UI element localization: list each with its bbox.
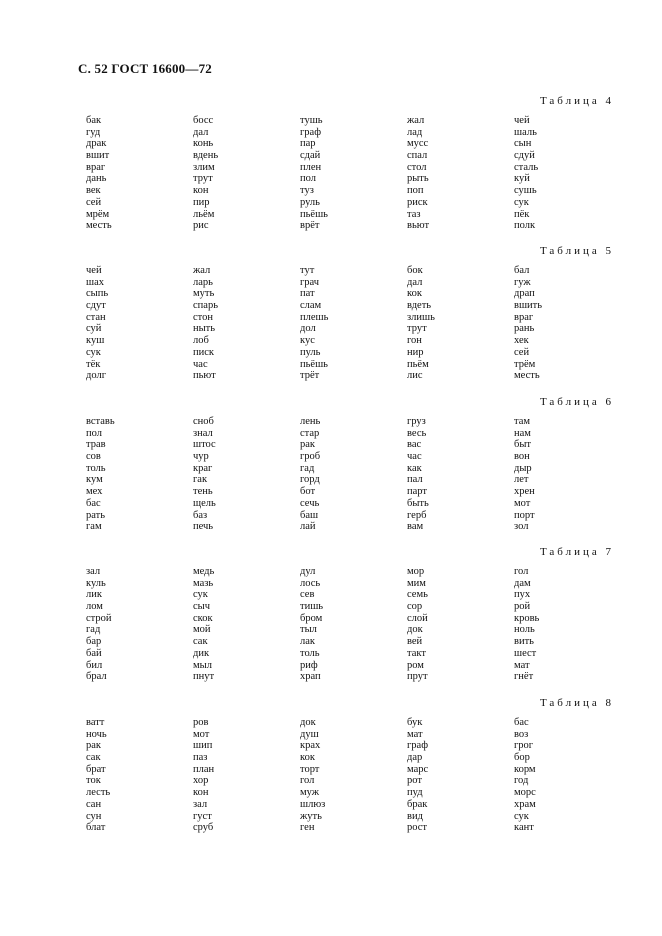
word-cell: вей (407, 636, 423, 648)
word-cell: трёт (300, 370, 320, 382)
word-cell: гол (514, 566, 529, 577)
word-cell: пьём (407, 358, 429, 370)
word-cell: рис (193, 220, 209, 232)
word-cell: пуд (407, 787, 423, 799)
word-cell: медь (193, 566, 215, 577)
word-cell: поп (407, 185, 424, 197)
word-cell: пёк (514, 208, 530, 220)
word-cell: стан (86, 311, 106, 323)
word-cell: парт (407, 486, 427, 498)
word-cell: бил (86, 659, 103, 671)
word-cell: густ (193, 810, 212, 822)
word-cell: стон (193, 311, 213, 323)
word-cell: сук (86, 346, 101, 358)
word-cell: враг (514, 311, 534, 323)
word-cell: бал (514, 265, 530, 276)
table-title: Таблица 4 (539, 95, 614, 107)
word-cell: лом (86, 601, 103, 613)
word-cell: тушь (300, 115, 323, 126)
word-cell: пнут (193, 671, 215, 683)
word-cell: бас (514, 717, 529, 728)
word-cell: ватт (86, 717, 105, 728)
word-cell: таз (407, 208, 421, 220)
word-cell: дам (514, 577, 531, 589)
word-cell: штос (193, 439, 216, 451)
word-cell: трём (514, 358, 536, 370)
word-cell: гам (86, 521, 102, 533)
word-cell: дик (193, 647, 210, 659)
word-cell: тыл (300, 624, 317, 636)
word-cell: хрен (514, 486, 535, 498)
word-cell: трут (407, 323, 427, 335)
word-cell: шаль (514, 126, 537, 138)
word-cell: сдут (86, 300, 106, 312)
word-cell: врёт (300, 220, 320, 232)
word-cell: вон (514, 451, 530, 463)
word-cell: план (193, 763, 215, 775)
word-cell: мой (193, 624, 211, 636)
word-cell: писк (193, 346, 214, 358)
word-cell: брат (86, 763, 106, 775)
word-cell: дол (300, 323, 316, 335)
word-cell: скок (193, 612, 213, 624)
word-cell: щель (193, 497, 216, 509)
word-cell: пьют (193, 370, 216, 382)
word-cell: кус (300, 335, 315, 347)
word-cell: вшит (86, 150, 110, 162)
word-cell: сечь (300, 497, 320, 509)
word-cell: сак (193, 636, 208, 648)
word-cell: печь (193, 521, 214, 533)
word-cell: конь (193, 138, 214, 150)
word-cell: как (407, 462, 422, 474)
word-cell: нир (407, 346, 424, 358)
word-cell: гад (86, 624, 101, 636)
word-cell: чей (86, 265, 102, 276)
word-grid (86, 416, 626, 534)
word-cell: сор (407, 601, 423, 613)
word-cell: злим (193, 161, 215, 173)
word-cell: мор (407, 566, 425, 577)
word-cell: туз (300, 185, 314, 197)
word-grid (86, 566, 626, 684)
word-cell: бук (407, 717, 423, 728)
word-cell: ров (193, 717, 209, 728)
word-cell: лай (300, 521, 316, 533)
word-cell: лак (300, 636, 316, 648)
word-cell: вдеть (407, 300, 432, 312)
word-cell: рост (407, 822, 428, 834)
word-cell: паз (193, 752, 208, 764)
word-cell: нам (514, 427, 531, 439)
word-cell: кон (193, 787, 209, 799)
word-cell: сруб (193, 822, 214, 834)
word-cell: рак (86, 740, 102, 752)
word-cell: сыч (193, 601, 210, 613)
word-cell: сун (86, 810, 102, 822)
word-cell: мот (514, 497, 531, 509)
word-cell: сдуй (514, 150, 535, 162)
word-cell: бок (407, 265, 423, 276)
word-cell: торт (300, 763, 320, 775)
word-cell: гроб (300, 451, 321, 463)
word-cell: лесть (86, 787, 111, 799)
word-cell: прут (407, 671, 428, 683)
word-cell: сей (86, 196, 102, 208)
word-cell: бром (300, 612, 323, 624)
word-cell: тишь (300, 601, 324, 613)
word-cell: муж (300, 787, 320, 799)
word-cell: мим (407, 577, 426, 589)
word-cell: кок (300, 752, 315, 764)
word-cell: злишь (407, 311, 435, 323)
word-cell: плешь (300, 311, 329, 323)
word-cell: рать (86, 509, 106, 521)
word-cell: стол (407, 161, 427, 173)
word-cell: месть (86, 220, 112, 232)
word-cell: куш (86, 335, 105, 347)
word-cell: мех (86, 486, 103, 498)
word-cell: дал (193, 126, 209, 138)
word-cell: гуж (514, 276, 531, 288)
word-cell: гнёт (514, 671, 534, 683)
table-title: Таблица 8 (539, 697, 614, 709)
word-cell: мат (514, 659, 530, 671)
word-cell: жал (407, 115, 425, 126)
word-cell: ген (300, 822, 315, 834)
word-cell: лис (407, 370, 423, 382)
word-cell: спарь (193, 300, 218, 312)
word-cell: сдай (300, 150, 321, 162)
table-title: Таблица 7 (539, 546, 614, 558)
word-grid (86, 115, 626, 233)
word-cell: драп (514, 288, 535, 300)
word-cell: ноль (514, 624, 535, 636)
word-cell: кум (86, 474, 103, 486)
word-cell: льём (193, 208, 215, 220)
word-cell: кант (514, 822, 534, 834)
word-cell: мыл (193, 659, 212, 671)
word-cell: лет (514, 474, 529, 486)
word-cell: шест (514, 647, 537, 659)
word-cell: жал (193, 265, 211, 276)
word-cell: зол (514, 521, 529, 533)
word-cell: граф (407, 740, 429, 752)
word-cell: сев (300, 589, 315, 601)
word-cell: бак (86, 115, 102, 126)
word-cell: сушь (514, 185, 537, 197)
word-cell: храп (300, 671, 321, 683)
word-cell: вить (514, 636, 534, 648)
word-cell: хек (514, 335, 529, 347)
word-cell: пьёшь (300, 208, 328, 220)
word-cell: пух (514, 589, 531, 601)
word-cell: лось (300, 577, 321, 589)
word-cell: чур (193, 451, 209, 463)
word-cell: сук (193, 589, 208, 601)
word-cell: граф (300, 126, 322, 138)
word-cell: гад (300, 462, 315, 474)
word-cell: ночь (86, 728, 107, 740)
word-cell: знал (193, 427, 213, 439)
word-cell: пар (300, 138, 316, 150)
word-cell: дыр (514, 462, 532, 474)
word-cell: час (193, 358, 208, 370)
word-cell: док (407, 624, 423, 636)
word-cell: сук (514, 196, 529, 208)
word-cell: рыть (407, 173, 429, 185)
word-cell: там (514, 416, 531, 427)
word-cell: дань (86, 173, 107, 185)
word-cell: гуд (86, 126, 101, 138)
word-cell: грог (514, 740, 534, 752)
word-cell: зал (193, 798, 208, 810)
word-cell: бор (514, 752, 530, 764)
word-cell: быт (514, 439, 531, 451)
word-cell: сын (514, 138, 532, 150)
word-cell: сак (86, 752, 101, 764)
word-cell: марс (407, 763, 429, 775)
word-cell: краг (193, 462, 213, 474)
word-cell: шлюз (300, 798, 326, 810)
word-cell: бай (86, 647, 102, 659)
word-cell: семь (407, 589, 428, 601)
word-cell: блат (86, 822, 106, 834)
word-cell: порт (514, 509, 535, 521)
word-cell: ларь (193, 276, 213, 288)
word-cell: тень (193, 486, 213, 498)
word-cell: куй (514, 173, 530, 185)
word-cell: сыпь (86, 288, 109, 300)
word-cell: вшить (514, 300, 543, 312)
word-cell: мусс (407, 138, 429, 150)
word-cell: грач (300, 276, 320, 288)
word-cell: жуть (300, 810, 322, 822)
word-cell: лень (300, 416, 321, 427)
word-cell: шип (193, 740, 213, 752)
word-cell: сноб (193, 416, 214, 427)
word-cell: лоб (193, 335, 209, 347)
word-cell: дар (407, 752, 423, 764)
word-cell: тёк (86, 358, 101, 370)
word-cell: муть (193, 288, 215, 300)
word-cell: такт (407, 647, 426, 659)
word-cell: мат (407, 728, 423, 740)
word-cell: трав (86, 439, 106, 451)
word-cell: риск (407, 196, 428, 208)
word-cell: слой (407, 612, 428, 624)
word-cell: гон (407, 335, 422, 347)
page-header: С. 52 ГОСТ 16600—72 (78, 61, 212, 76)
word-cell: сей (514, 346, 530, 358)
word-cell: толь (86, 462, 106, 474)
word-cell: плен (300, 161, 322, 173)
word-cell: суй (86, 323, 102, 335)
word-cell: месть (514, 370, 540, 382)
word-cell: враг (86, 161, 106, 173)
word-cell: вас (407, 439, 422, 451)
word-grid (86, 717, 626, 835)
word-cell: рань (514, 323, 535, 335)
word-cell: сталь (514, 161, 539, 173)
word-cell: час (407, 451, 422, 463)
word-cell: риф (300, 659, 318, 671)
word-cell: бас (86, 497, 101, 509)
word-cell: босс (193, 115, 214, 126)
word-cell: ток (86, 775, 101, 787)
word-cell: бот (300, 486, 316, 498)
word-cell: морс (514, 787, 536, 799)
word-cell: гак (193, 474, 208, 486)
word-cell: корм (514, 763, 536, 775)
word-cell: горд (300, 474, 320, 486)
word-cell: зал (86, 566, 101, 577)
table-title: Таблица 6 (539, 396, 614, 408)
word-cell: воз (514, 728, 529, 740)
word-cell: гол (300, 775, 315, 787)
word-cell: шах (86, 276, 104, 288)
word-cell: пуль (300, 346, 321, 358)
word-cell: хор (193, 775, 209, 787)
word-cell: крах (300, 740, 321, 752)
word-cell: пьёшь (300, 358, 328, 370)
word-cell: весь (407, 427, 427, 439)
word-cell: рак (300, 439, 316, 451)
word-cell: слам (300, 300, 322, 312)
word-cell: дал (407, 276, 423, 288)
word-cell: стар (300, 427, 320, 439)
word-cell: ром (407, 659, 424, 671)
table-title: Таблица 5 (539, 245, 614, 257)
word-cell: лад (407, 126, 423, 138)
word-cell: кровь (514, 612, 540, 624)
word-cell: пир (193, 196, 210, 208)
word-cell: вдень (193, 150, 219, 162)
word-cell: вид (407, 810, 423, 822)
word-cell: лик (86, 589, 102, 601)
word-cell: бар (86, 636, 102, 648)
word-cell: чей (514, 115, 530, 126)
word-cell: рот (407, 775, 422, 787)
word-cell: храм (514, 798, 536, 810)
word-cell: мазь (193, 577, 214, 589)
word-cell: душ (300, 728, 319, 740)
word-cell: руль (300, 196, 320, 208)
word-cell: сан (86, 798, 102, 810)
word-cell: брал (86, 671, 107, 683)
word-cell: толь (300, 647, 320, 659)
word-cell: куль (86, 577, 106, 589)
word-cell: груз (407, 416, 426, 427)
word-cell: рой (514, 601, 531, 613)
word-cell: трут (193, 173, 213, 185)
word-cell: полк (514, 220, 536, 232)
word-cell: пол (300, 173, 316, 185)
word-cell: баш (300, 509, 319, 521)
word-cell: ныть (193, 323, 216, 335)
word-cell: герб (407, 509, 427, 521)
word-cell: пал (407, 474, 423, 486)
word-cell: год (514, 775, 529, 787)
word-cell: кок (407, 288, 422, 300)
word-cell: док (300, 717, 316, 728)
word-cell: тут (300, 265, 315, 276)
word-cell: вам (407, 521, 424, 533)
word-cell: кон (193, 185, 209, 197)
word-cell: долг (86, 370, 107, 382)
word-cell: сук (514, 810, 529, 822)
word-cell: строй (86, 612, 112, 624)
word-cell: спал (407, 150, 428, 162)
word-cell: пат (300, 288, 315, 300)
word-cell: дул (300, 566, 316, 577)
word-cell: сов (86, 451, 101, 463)
word-cell: мот (193, 728, 210, 740)
word-cell: пол (86, 427, 102, 439)
word-cell: драк (86, 138, 107, 150)
word-cell: мрём (86, 208, 110, 220)
word-cell: вьют (407, 220, 430, 232)
word-grid (86, 265, 626, 383)
word-cell: вставь (86, 416, 115, 427)
word-cell: век (86, 185, 101, 197)
word-cell: быть (407, 497, 429, 509)
word-cell: брак (407, 798, 428, 810)
word-cell: баз (193, 509, 208, 521)
